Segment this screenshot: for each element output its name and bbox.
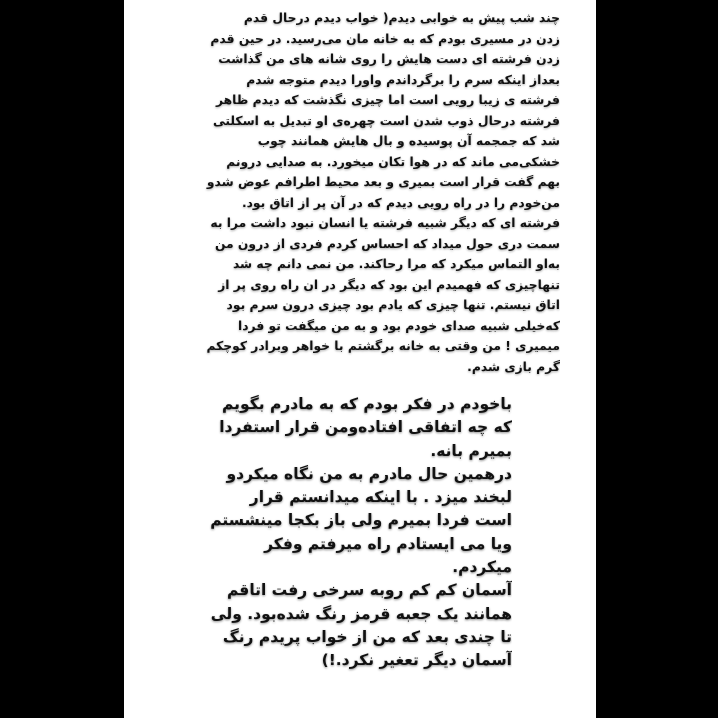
story-paragraph-2 [132,393,512,673]
text-line: لبخند میزد . با اینکه میدانستم قرار [249,488,512,507]
text-line: بمیرم بانه. [430,441,512,460]
text-line: ویا می ایستادم راه میرفتم وفکر [264,534,512,553]
story-paragraph-1 [130,8,560,377]
text-line: آسمان کم کم روبه سرخی رفت اتاقم [227,581,512,600]
text-line: بعداز اینکه سرم را برگرداندم واورا دیدم متوجه شدم [246,72,560,87]
text-line: که‌خیلی شبیه صدای خودم بود و به من میگفت تو فردا [238,318,560,333]
text-line: اتاق نیستم. تنها چیزی که یادم بود چیزی درون سرم بود [226,298,560,312]
text-line: به‌او التماس میکرد که مرا رحاکند. من نمی دانم چه شد [232,257,560,271]
text-line: همانند یک جعبه قرمز رنگ شده‌بود. ولی [210,604,512,623]
text-line: بهم گفت قرار است بمیری و بعد محیط اطرافم عوض شدو [206,175,560,189]
text-line: خشکی‌می ماند که در هوا تکان میخورد. به صدایی درونم [226,154,560,169]
text-line: میکردم. [452,558,512,577]
text-line: فرشته درحال ذوب شدن است چهره‌ی او تبدیل به اسکلتی [212,113,560,128]
text-line: تنهاچیزی که فهمیدم این بود که دیگر در ان راه روی پر از [218,277,560,292]
text-line: باخودم در فکر بودم که به مادرم بگویم [222,395,512,413]
text-line: درهمین حال مادرم به من نگاه میکردو [226,464,512,483]
text-line: زدن در مسیری بودم که به خانه مان می‌رسید. در حین قدم [210,31,560,46]
text-line: چند شب پیش به خوابی دیدم( خواب دیدم درحال قدم [243,11,560,25]
text-line: زدن فرشته ای دست هایش را روی شانه های من گذاشت [218,52,560,66]
text-line: سمت دری حول میداد که احساس کردم فردی از درون من [214,236,560,251]
text-line: فرشته ی زیبا رویی است اما چیزی نگذشت که دیدم ظاهر [215,93,560,107]
text-line: شد که جمجمه آن پوسیده و بال هایش همانند چوب [257,134,560,148]
text-line: تا چندی بعد که من از خواب پریدم رنگ [222,627,512,646]
text-line: فرشته ای که دیگر شبیه فرشته یا انسان نبود داشت مرا به [210,216,560,230]
text-line: میمیری ! من وقتی به خانه برگشتم با خواهر وبرادر کوچکم [206,339,560,353]
text-line: گرم بازی شدم. [467,359,560,374]
text-line: آسمان دیگر تعغیر نکرد.!) [321,651,512,670]
text-line: است فردا بمیرم ولی باز بکجا مینشستم [210,511,512,530]
document-page [124,0,596,718]
text-line: که چه اتفاقی افتاده‌ومن قرار استفردا [219,418,512,437]
text-line: من‌خودم را در راه رویی دیدم که در آن پر از اتاق بود. [241,195,560,210]
